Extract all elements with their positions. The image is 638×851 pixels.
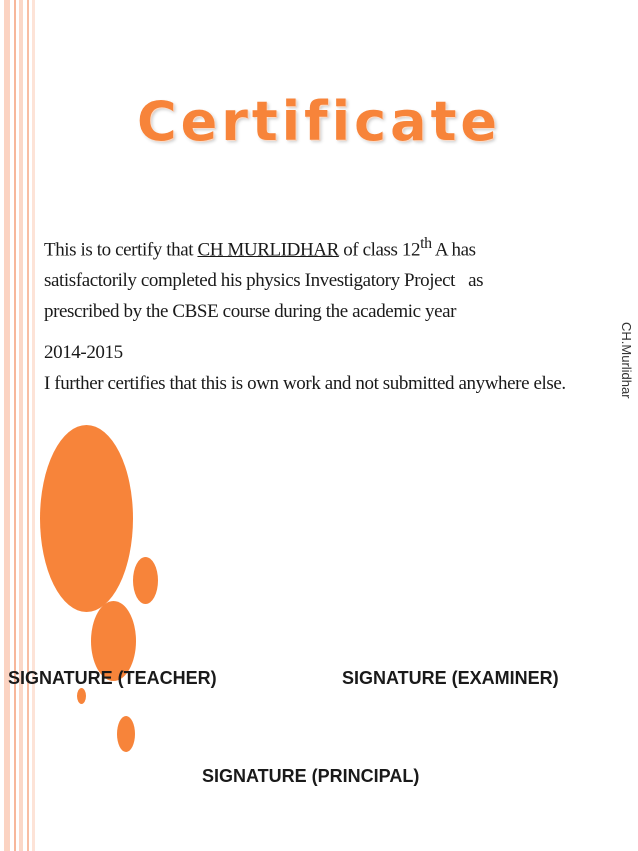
side-label: CH.Murlidhar bbox=[619, 322, 634, 399]
decorative-circle bbox=[117, 716, 135, 752]
signature-principal: SIGNATURE (PRINCIPAL) bbox=[202, 766, 420, 786]
body-line-1 bbox=[44, 228, 604, 265]
body-line-2: satisfactorily completed his physics Investigatory Project as bbox=[44, 270, 484, 292]
body-class: of class 12 bbox=[338, 239, 421, 261]
decorative-circle bbox=[133, 557, 158, 604]
body-line-3: prescribed by the CBSE course during the academic year bbox=[44, 301, 457, 323]
decorative-circle bbox=[77, 688, 86, 704]
signature-examiner: SIGNATURE (EXAMINER) bbox=[342, 668, 559, 688]
body-prefix: This is to certify that bbox=[44, 239, 198, 261]
class-superscript: th bbox=[420, 235, 432, 252]
certificate-body bbox=[44, 228, 604, 399]
signature-teacher: SIGNATURE (TEACHER) bbox=[8, 668, 217, 688]
decorative-circle bbox=[40, 425, 133, 612]
student-name: CH MURLIDHAR bbox=[197, 239, 339, 261]
body-line1-end: A has bbox=[431, 239, 476, 261]
body-line-5: I further certifies that this is own work and not submitted anywhere else. bbox=[44, 373, 566, 395]
certificate-title: Certificate bbox=[136, 90, 502, 153]
academic-year: 2014-2015 bbox=[44, 342, 123, 364]
